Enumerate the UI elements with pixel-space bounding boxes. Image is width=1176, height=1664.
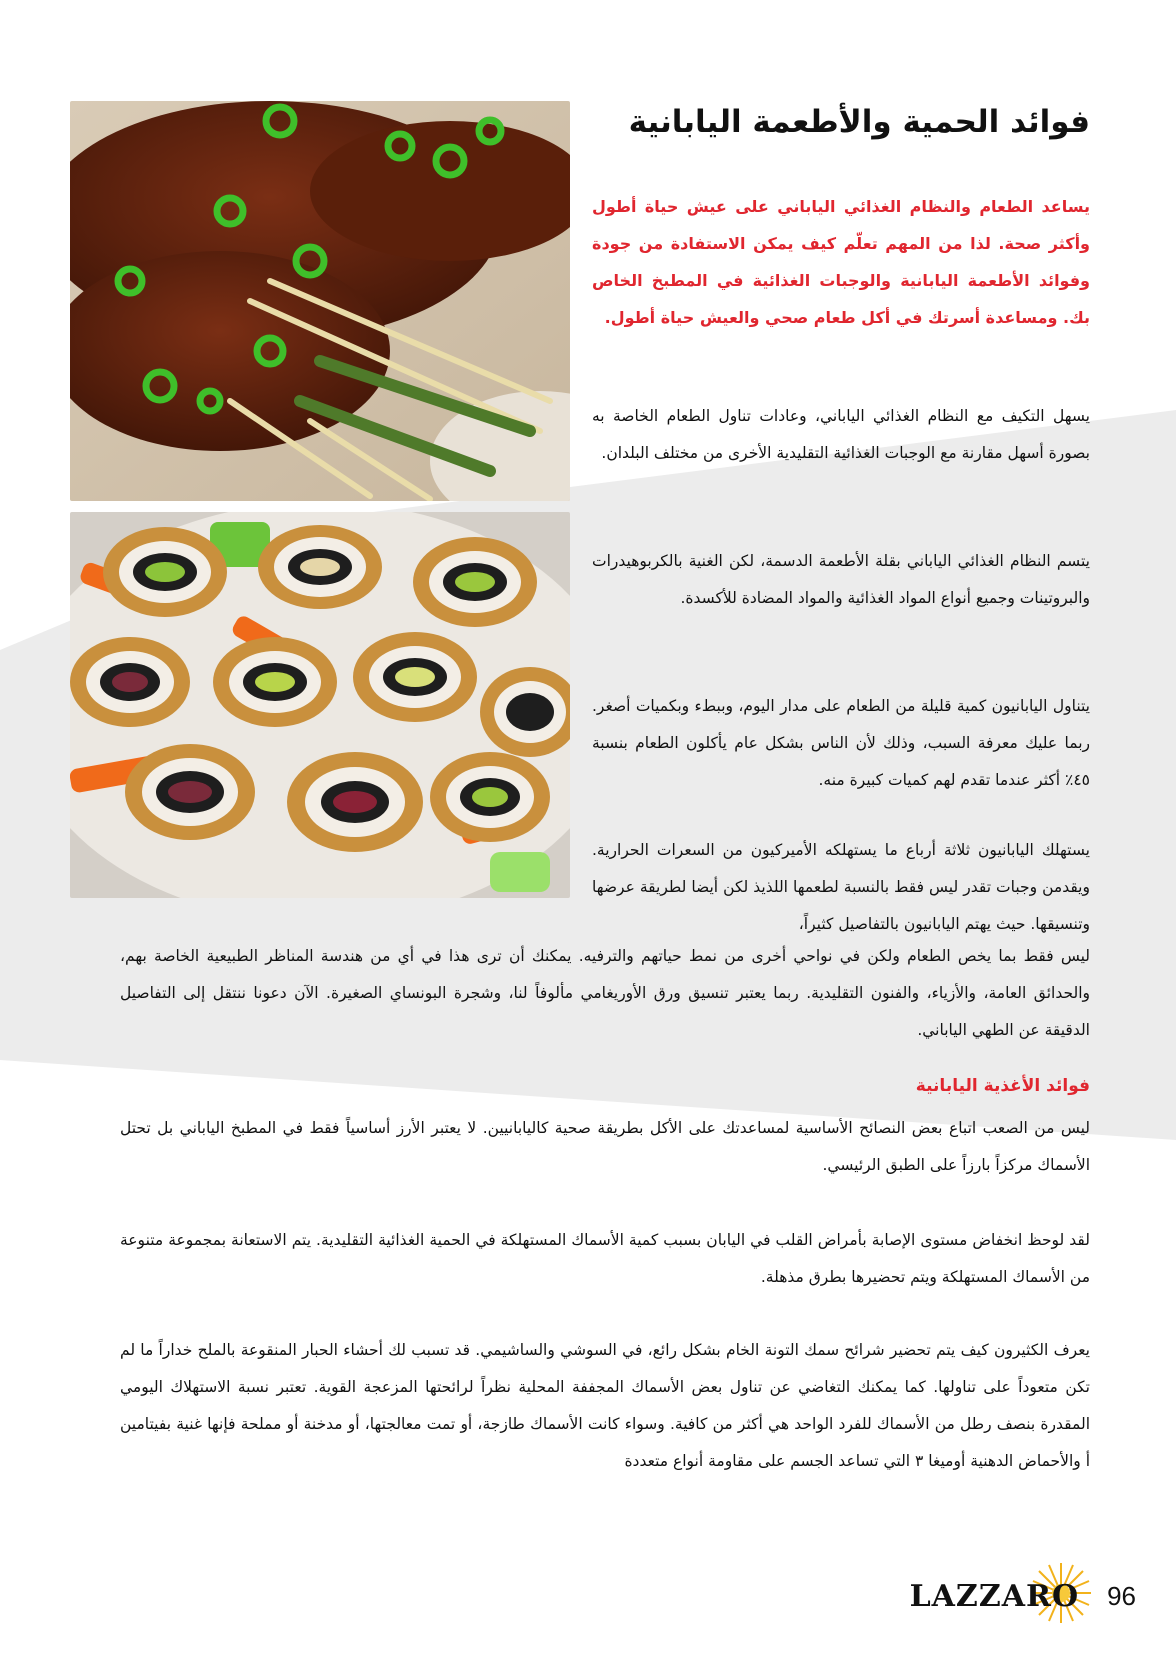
- page-number: 96: [1107, 1580, 1136, 1611]
- paragraph: يتناول اليابانيون كمية قليلة من الطعام على مدار اليوم، وببطء وبكميات أصغر. ربما عليك معرفة السبب، وذلك لأن الناس بشكل عام يأكلون الطعام بنسبة ٤٥٪ أكثر عندما تقدم لهم كميات كبيرة منه.: [592, 697, 1090, 789]
- article-lead: يساعد الطعام والنظام الغذائي الياباني على عيش حياة أطول وأكثر صحة. لذا من المهم تعلّم كيف يمكن الاستفادة من جودة وفوائد الأطعمة اليابانية والوجبات الغذائية في المطبخ الخاص بك. ومساعدة أسرتك في أكل طعام صحي والعيش حياة أطول.: [592, 197, 1090, 327]
- brand-logo: [910, 1579, 1080, 1614]
- paragraph: يسهل التكيف مع النظام الغذائي الياباني، وعادات تناول الطعام الخاصة به بصورة أسهل مقارنة مع الوجبات الغذائية التقليدية الأخرى من مختلف البلدان.: [592, 407, 1090, 462]
- paragraph: ليس من الصعب اتباع بعض النصائح الأساسية لمساعدتك على الأكل بطريقة صحية كاليابانيين. لا يعتبر الأرز أساسياً فقط في المطبخ الياباني بل تحتل الأسماك مركزاً بارزاً على الطبق الرئيسي.: [120, 1119, 1090, 1174]
- paragraph: يعرف الكثيرون كيف يتم تحضير شرائح سمك التونة الخام بشكل رائع، في السوشي والساشيمي. قد تسبب لك أحشاء الحبار المنقوعة بالملح خداراً ما لم تكن متعوداً على تناولها. كما يمكنك التغاضي عن تناول بعض الأسماك المجففة المحلية نظراً لرائحتها المزعجة القوية. تعتبر نسبة الاستهلاك اليومي المقدرة بنصف رطل من الأسماك للفرد الواحد هي أكثر من كافية. وسواء كانت الأسماك طازجة، أو تمت معالجتها، أو مدخنة أو مملحة فإنها غنية بفيتامين أ والأحماض الدهنية أوميغا ٣ التي تساعد الجسم على مقاومة أنواع متعددة: [120, 1341, 1090, 1470]
- paragraph: يستهلك اليابانيون ثلاثة أرباع ما يستهلكه الأميركيون من السعرات الحرارية. ويقدمن وجبات تقدر ليس فقط بالنسبة لطعمها اللذيذ لكن أيضا لطريقة عرضها وتنسيقها. حيث يهتم اليابانيون بالتفاصيل كثيراً،: [592, 841, 1090, 933]
- photo-beef-rolls: [70, 101, 570, 501]
- paragraph: لقد لوحظ انخفاض مستوى الإصابة بأمراض القلب في اليابان بسبب كمية الأسماك المستهلكة في الحمية الغذائية التقليدية. يتم الاستعانة بمجموعة متنوعة من الأسماك المستهلكة ويتم تحضيرها بطرق مذهلة.: [120, 1231, 1090, 1286]
- photo-sushi-rolls: [70, 512, 570, 898]
- page-footer: [910, 1566, 1136, 1626]
- brand-name: LAZZARO: [909, 1578, 1080, 1614]
- section-subheading: فوائد الأغذية اليابانية: [915, 1076, 1090, 1096]
- article-title: فوائد الحمية والأطعمة اليابانية: [628, 104, 1090, 140]
- paragraph-continuation: ليس فقط بما يخص الطعام ولكن في نواحي أخرى من نمط حياتهم والترفيه. يمكنك أن ترى هذا في أي من هندسة المناظر الطبيعية الخاصة بهم، والحدائق العامة، والأزياء، والفنون التقليدية. ربما يعتبر تنسيق ورق الأوريغامي مألوفاً لنا، وشجرة البونساي الصغيرة. الآن دعونا ننتقل إلى التفاصيل الدقيقة عن الطهي الياباني.: [120, 947, 1090, 1039]
- paragraph: يتسم النظام الغذائي الياباني بقلة الأطعمة الدسمة، لكن الغنية بالكربوهيدرات والبروتينات وجميع أنواع المواد الغذائية والمواد المضادة للأكسدة.: [592, 552, 1090, 607]
